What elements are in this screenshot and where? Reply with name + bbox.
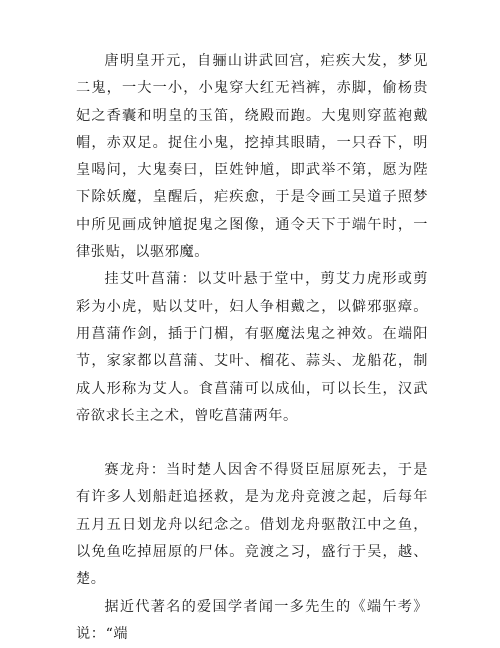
paragraph-wen-yiduo: 据近代著名的爱国学者闻一多先生的《端午考》说：“端 <box>76 598 428 642</box>
paragraph-ai-ye-chang-pu: 挂艾叶菖蒲：以艾叶悬于堂中，剪艾力虎形或剪彩为小虎，贴以艾叶，妇人争相戴之，以僻邪驱瘴。用菖蒲作剑，插于门楣，有驱魔法鬼之神效。在端阳节，家家都以菖蒲、艾叶、榴花、蒜头、龙船花，制成人形称为艾人。食菖蒲可以成仙，可以长生，汉武帝欲求长主之术，曾吃菖蒲两年。 <box>76 271 428 424</box>
document-body <box>76 48 428 648</box>
paragraph-dragon-boat: 赛龙舟：当时楚人因舍不得贤臣屈原死去，于是有许多人划船赶追拯救，是为龙舟竞渡之起，后每年五月五日划龙舟以纪念之。借划龙舟驱散江中之鱼，以免鱼吃掉屈原的尸体。竞渡之习，盛行于吴，越、楚。 <box>76 462 428 588</box>
paragraph-zhong-kui: 唐明皇开元，自骊山讲武回宫，疟疾大发，梦见二鬼，一大一小，小鬼穿大红无裆裤，赤脚，偷杨贵妃之香囊和明皇的玉笛，绕殿而跑。大鬼则穿蓝袍戴帽，赤双足。捉住小鬼，挖掉其眼睛，一只吞下，明皇喝问，大鬼奏曰，臣姓钟馗，即武举不第，愿为陛下除妖魔，皇醒后，疟疾愈，于是令画工吴道子照梦中所见画成钟馗捉鬼之图像，通令天下于端午时，一律张贴，以驱邪魔。 <box>76 53 428 261</box>
